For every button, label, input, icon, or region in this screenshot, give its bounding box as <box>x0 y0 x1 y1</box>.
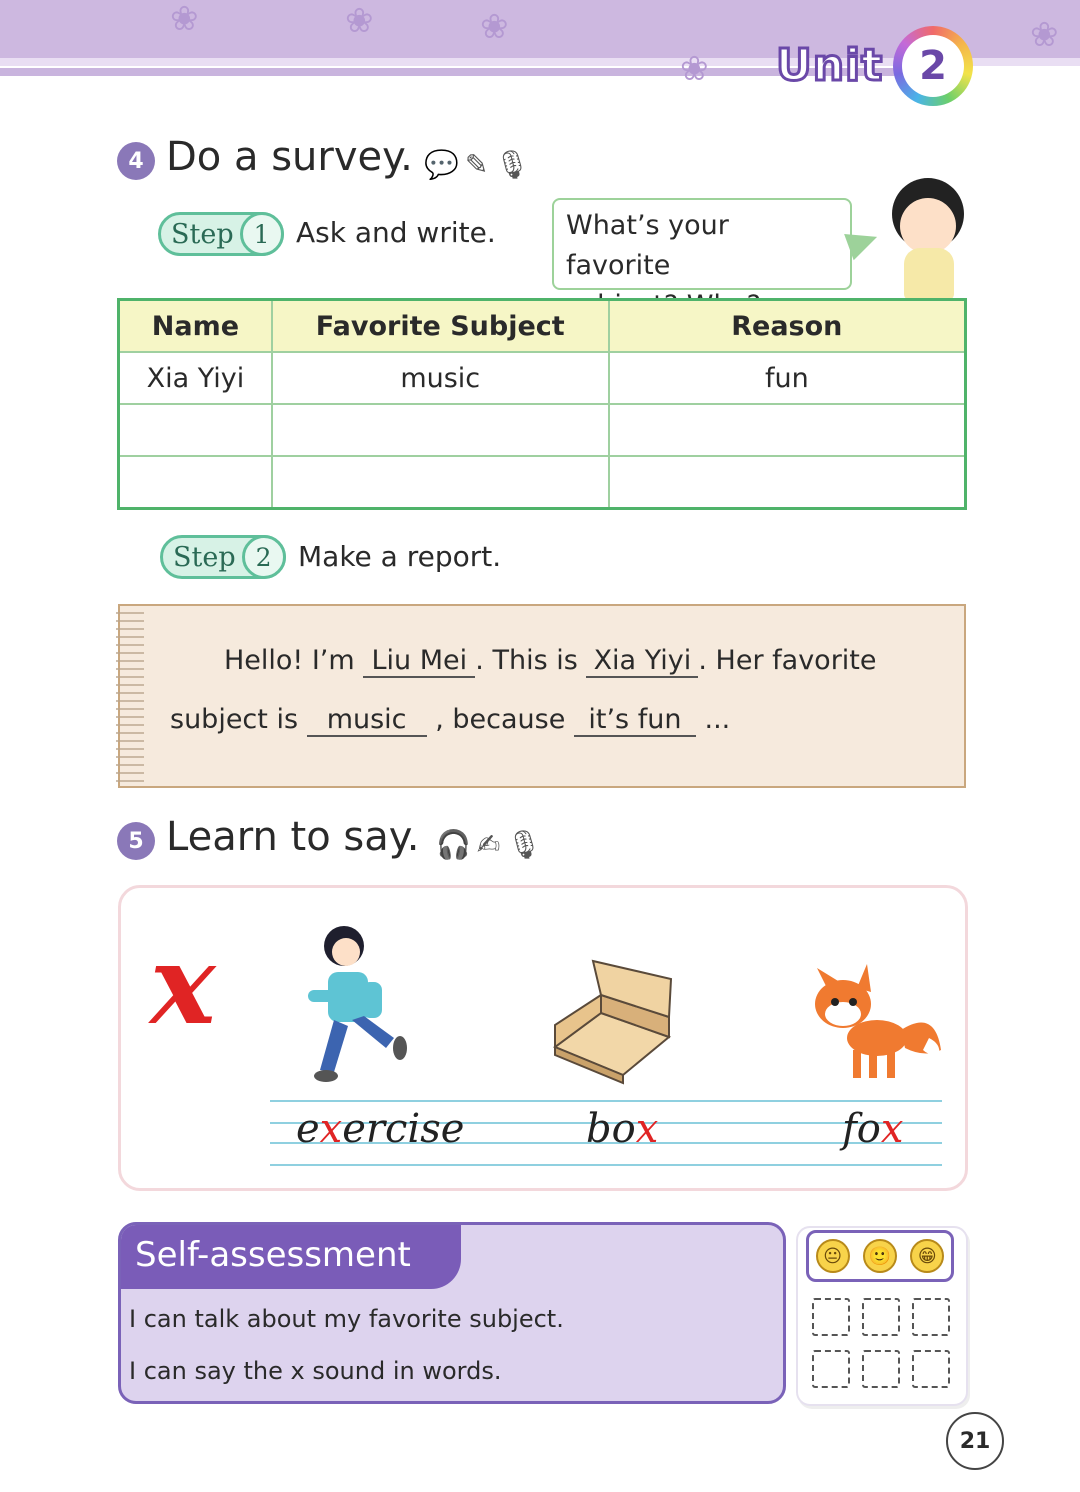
unit-number: 2 <box>902 35 964 97</box>
notebook-spiral <box>116 606 144 784</box>
self-assessment-tab <box>121 1225 461 1289</box>
rating-faces <box>806 1230 954 1282</box>
bubble-line: What’s your favorite <box>566 210 729 281</box>
grin-face-icon: 😁 <box>910 1239 944 1273</box>
report-line-1 <box>224 645 877 678</box>
column-header: Favorite Subject <box>272 300 609 353</box>
table-cell-blank[interactable] <box>272 404 609 456</box>
assessment-item: I can say the x sound in words. <box>129 1357 502 1385</box>
speech-icon: 💬 <box>424 148 459 181</box>
reading-icon: ✍ <box>476 828 501 861</box>
report-text: Hello! I’m <box>224 645 355 676</box>
boy-running-illustration <box>300 920 420 1090</box>
headphones-icon: 🎧 <box>436 828 471 861</box>
self-assessment-card <box>118 1222 786 1404</box>
butterfly-icon: ❀ <box>480 7 509 47</box>
butterfly-icon: ❀ <box>680 49 709 89</box>
table-row[interactable] <box>119 456 966 509</box>
butterfly-icon: ❀ <box>1030 15 1059 55</box>
word-part: ercise <box>342 1106 465 1152</box>
girl-face <box>900 198 956 254</box>
step-pill <box>158 212 284 256</box>
activity-icons <box>424 148 530 181</box>
report-text: . Her favorite <box>698 645 877 676</box>
step-number: 1 <box>240 212 284 256</box>
neutral-face-icon: 😐 <box>816 1239 850 1273</box>
rating-checkbox[interactable] <box>862 1298 900 1336</box>
rating-checkbox[interactable] <box>812 1350 850 1388</box>
rating-checkbox[interactable] <box>812 1298 850 1336</box>
word-highlight: x <box>635 1106 659 1152</box>
target-letter: x <box>150 920 216 1049</box>
table-cell-blank[interactable] <box>609 404 966 456</box>
example-word <box>296 1106 464 1152</box>
section-number-badge: 4 <box>117 142 155 180</box>
survey-table <box>117 298 967 510</box>
rating-checkbox[interactable] <box>862 1350 900 1388</box>
microphone-icon: 🎙 <box>494 148 530 181</box>
word-highlight: x <box>880 1106 904 1152</box>
report-blank[interactable]: it’s fun <box>574 704 696 737</box>
example-word <box>842 1106 903 1152</box>
butterfly-icon: ❀ <box>345 1 374 41</box>
speech-bubble <box>552 198 852 290</box>
rating-checkbox[interactable] <box>912 1350 950 1388</box>
section-title: Learn to say. <box>166 814 420 860</box>
unit-number-badge <box>893 26 973 106</box>
word-part: e <box>296 1106 320 1152</box>
step-word: Step <box>173 541 236 573</box>
report-text: . This is <box>475 645 578 676</box>
box-illustration <box>545 955 675 1085</box>
handwriting-guide-line <box>270 1164 942 1166</box>
section-number-badge: 5 <box>117 822 155 860</box>
section-title: Do a survey. <box>166 134 413 180</box>
microphone-icon: 🎙 <box>506 828 542 861</box>
report-blank[interactable]: Xia Yiyi <box>586 645 698 678</box>
fox-illustration <box>805 958 945 1083</box>
word-highlight: x <box>319 1106 343 1152</box>
self-assessment-title: Self-assessment <box>135 1235 411 1275</box>
table-cell: music <box>272 352 609 404</box>
unit-label: Unit <box>776 40 884 91</box>
example-word <box>586 1106 658 1152</box>
rating-checkbox[interactable] <box>912 1298 950 1336</box>
step-instruction: Ask and write. <box>296 216 496 249</box>
report-text: ... <box>704 704 731 735</box>
step-instruction: Make a report. <box>298 540 502 573</box>
table-cell-blank[interactable] <box>119 456 272 509</box>
table-cell: fun <box>609 352 966 404</box>
column-header: Name <box>119 300 272 353</box>
table-cell-blank[interactable] <box>609 456 966 509</box>
word-part: bo <box>586 1106 636 1152</box>
table-cell-blank[interactable] <box>119 404 272 456</box>
activity-icons <box>436 828 542 861</box>
smile-face-icon: 🙂 <box>863 1239 897 1273</box>
report-text: subject is <box>170 704 299 735</box>
table-cell-blank[interactable] <box>272 456 609 509</box>
table-cell: Xia Yiyi <box>119 352 272 404</box>
assessment-item: I can talk about my favorite subject. <box>129 1305 564 1333</box>
table-row <box>119 352 966 404</box>
report-text: , because <box>435 704 566 735</box>
column-header: Reason <box>609 300 966 353</box>
pencil-icon: ✎ <box>464 148 489 181</box>
step-number: 2 <box>242 535 286 579</box>
report-blank[interactable]: Liu Mei <box>363 645 475 678</box>
page-number: 21 <box>946 1412 1004 1470</box>
header-stripe <box>0 68 900 76</box>
step-pill <box>160 535 286 579</box>
table-header-row <box>119 300 966 353</box>
table-row[interactable] <box>119 404 966 456</box>
report-card <box>118 604 966 788</box>
girl-body <box>904 248 954 300</box>
report-line-2 <box>170 704 730 737</box>
handwriting-guide-line <box>270 1100 942 1102</box>
word-part: fo <box>842 1106 881 1152</box>
butterfly-icon: ❀ <box>170 0 199 39</box>
step-word: Step <box>171 218 234 250</box>
report-blank[interactable]: music <box>307 704 427 737</box>
